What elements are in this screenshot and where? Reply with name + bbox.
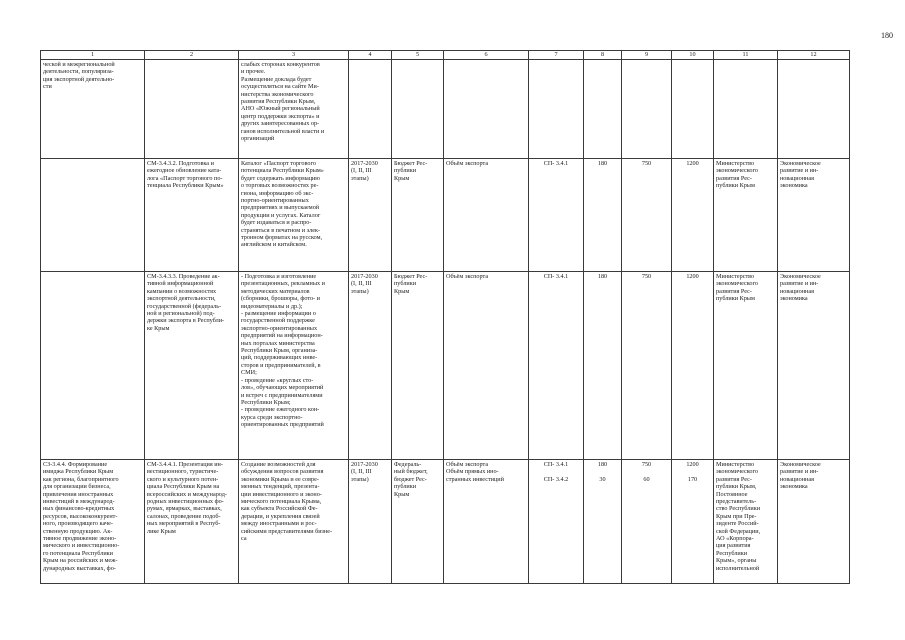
measure-cell: СМ-3.4.3.2. Подготовка и ежегодное обновление ката- лога «Паспорт торгового по- тенциала Республики Крым» <box>145 159 239 272</box>
program-cell: Экономическое развитие и ин- новационная экономика <box>778 272 850 460</box>
value-export: 1200 <box>686 461 699 468</box>
table-row-continuation <box>41 60 850 159</box>
column-number: 3 <box>239 51 349 60</box>
value-export: 750 <box>641 461 652 468</box>
value-cell <box>672 60 714 159</box>
value-export: 180 <box>597 461 608 468</box>
indicator-code-export: СП- 3.4.1 <box>543 461 569 468</box>
value-cell: 1200 <box>672 272 714 460</box>
measures-table <box>40 50 850 584</box>
value-cell <box>622 460 672 584</box>
column-number: 9 <box>622 51 672 60</box>
table-row-sm-3-4-3-3 <box>41 272 850 460</box>
column-number-header-row <box>41 51 850 60</box>
period-cell: 2017-2030 (I, II, III этапы) <box>349 159 392 272</box>
responsible-cell: Министерство экономического развития Рес- публики Крым <box>714 272 778 460</box>
value-cell <box>584 60 622 159</box>
description-cell: слабых сторонах конкурентов и прочее. Размещение доклада будет осуществляться на сайте Ми- нистерства экономического развития Республики Крым, АНО «Южный региональный центр поддержки экспорта» и других заинтересованных ор- ганов исполнительной власти и организаций <box>239 60 349 159</box>
value-cell: 750 <box>622 272 672 460</box>
column-number: 12 <box>778 51 850 60</box>
value-cell: 180 <box>584 159 622 272</box>
indicator-cell: Объём экспорта <box>444 272 529 460</box>
value-cell <box>672 460 714 584</box>
column-number: 4 <box>349 51 392 60</box>
indicator-cell: Объём экспорта <box>444 159 529 272</box>
value-fdi: 60 <box>643 476 650 484</box>
column-number: 5 <box>392 51 444 60</box>
indicator-code-fdi: СП- 3.4.2 <box>543 476 569 484</box>
indicator-code-cell: СП- 3.4.1 <box>529 272 584 460</box>
indicator-cell <box>444 60 529 159</box>
description-cell: - Подготовка и изготовление презентационных, рекламных и методических материалов (сборники, брошюры, фото- и видеоматериалы и др.); - размещение информации о государственной поддержке экспортно-ориентированных предприятий на информацион- ных порталах министерства Республики Крым, организа- ций, поддерживающих инве- сторов и предпринимателей, в СМИ; - проведение «круглых сто- лов», обучающих мероприятий и встреч с предпринимателями Республики Крым; - проведение ежегодного кон- курса среди экспортно- ориентированных предприятий <box>239 272 349 460</box>
column-number: 2 <box>145 51 239 60</box>
program-cell: Экономическое развитие и ин- новационная экономика <box>778 460 850 584</box>
period-cell <box>349 60 392 159</box>
table-row-sm-3-4-4-1 <box>41 460 850 584</box>
column-number: 6 <box>444 51 529 60</box>
column-number: 7 <box>529 51 584 60</box>
indicator-cell: Объём экспорта Объём прямых ино- странных инвестиций <box>444 460 529 584</box>
funding-cell: Бюджет Рес- публики Крым <box>392 272 444 460</box>
value-cell: 1200 <box>672 159 714 272</box>
column-number: 11 <box>714 51 778 60</box>
indicator-code-cell <box>529 460 584 584</box>
responsible-cell: Министерство экономического развития Рес- публики Крым <box>714 159 778 272</box>
column-number: 1 <box>41 51 145 60</box>
description-cell: Каталог «Паспорт торгового потенциала Республики Крым» будет содержать информацию о торговых возможностях ре- гиона, информацию об экс- портно-ориентированных предприятиях и выпускаемой продукции и услугах. Каталог будет издаваться и распро- страняться в печатном и элек- тронном форматах на русском, английском и китайском. <box>239 159 349 272</box>
program-cell <box>778 60 850 159</box>
task-cell <box>41 272 145 460</box>
table-row-sm-3-4-3-2 <box>41 159 850 272</box>
value-cell <box>584 460 622 584</box>
page-number: 180 <box>881 31 893 40</box>
value-cell: 180 <box>584 272 622 460</box>
value-fdi: 30 <box>599 476 606 484</box>
value-fdi: 170 <box>687 476 698 484</box>
funding-cell: Федераль- ный бюджет, бюджет Рес- публики Крым <box>392 460 444 584</box>
column-number: 8 <box>584 51 622 60</box>
measure-cell: СМ-3.4.3.3. Проведение ак- тивной информационной кампании о возможностях экспортной деятельности, государственной (федераль- ной и региональной) под- держки экспорта в Республи- ке Крым <box>145 272 239 460</box>
task-cell: ческой и межрегиональной деятельности, популяриза- ция экспортной деятельно- сти <box>41 60 145 159</box>
task-cell: СЗ-3.4.4. Формирование имиджа Республики Крым как региона, благоприятного для организации бизнеса, привлечения иностранных инвестиций в международ- ных финансово-кредитных ресурсов, высококонкурент- ного, производящего каче- ственную продукцию. Ак- тивное продвижение эконо- мического и инвестиционно- го потенциала Республики Крым на российских и меж- дународных выставках, фо- <box>41 460 145 584</box>
funding-cell <box>392 60 444 159</box>
value-cell <box>622 60 672 159</box>
period-cell: 2017-2030 (I, II, III этапы) <box>349 460 392 584</box>
indicator-code-cell: СП- 3.4.1 <box>529 159 584 272</box>
program-cell: Экономическое развитие и ин- новационная экономика <box>778 159 850 272</box>
value-cell: 750 <box>622 159 672 272</box>
responsible-cell <box>714 60 778 159</box>
indicator-code-cell <box>529 60 584 159</box>
measure-cell <box>145 60 239 159</box>
funding-cell: Бюджет Рес- публики Крым <box>392 159 444 272</box>
measure-cell: СМ-3.4.4.1. Презентация ин- вестиционного, туристиче- ского и культурного потен- циала Республики Крым на всероссийских и международ- родных инвестиционных фо- румах, ярмарках, выставках, салонах, проведение подоб- ных мероприятий в Респуб- лике Крым <box>145 460 239 584</box>
task-cell <box>41 159 145 272</box>
column-number: 10 <box>672 51 714 60</box>
responsible-cell: Министерство экономического развития Рес- публики Крым, Постоянное представитель- ство Республики Крым при Пре- зиденте Россий- ской Федерации, АО «Корпора- ция развития Республики Крым», органы исполнительной <box>714 460 778 584</box>
description-cell: Создание возможностей для обсуждения вопросов развития экономики Крыма и ее совре- менных тенденций, презента- ции инвестиционного и эконо- мического потенциала Крыма, как субъекта Российской Фе- дерации, и укрепления связей между иностранными и рос- сийскими представителями бизне- са <box>239 460 349 584</box>
period-cell: 2017-2030 (I, II, III этапы) <box>349 272 392 460</box>
